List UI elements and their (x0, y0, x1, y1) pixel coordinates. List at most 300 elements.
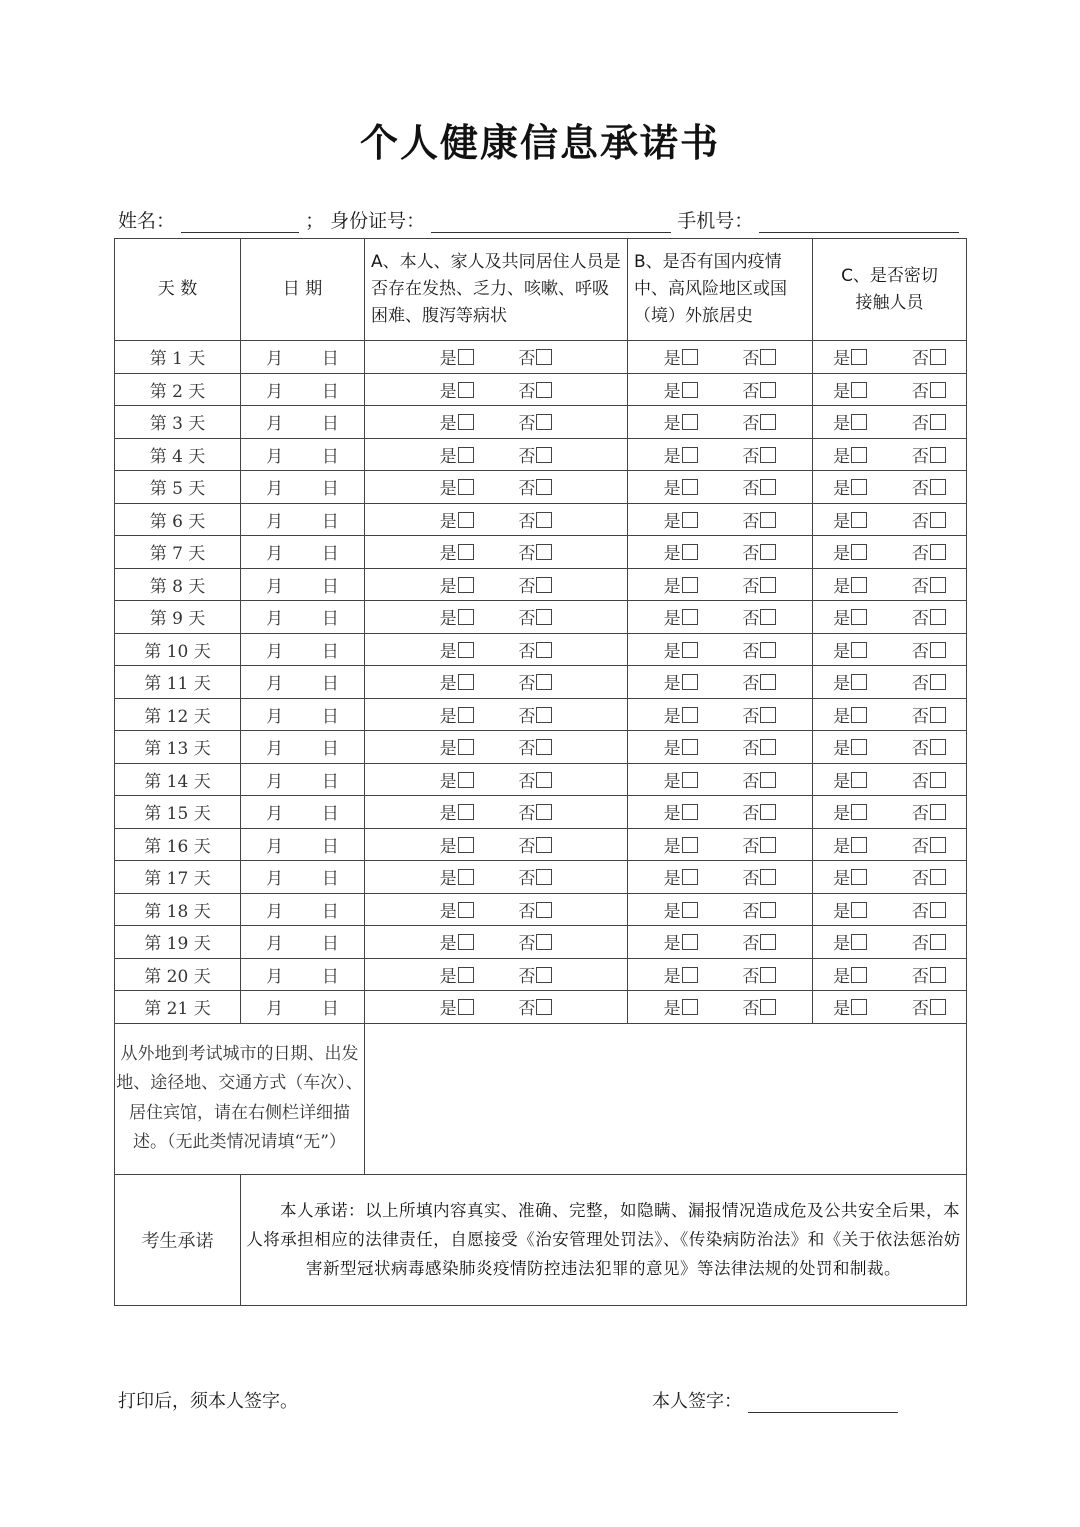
symptoms-yes-checkbox[interactable] (458, 869, 474, 885)
month-label: 月 (266, 479, 284, 500)
no-label: 否 (518, 479, 536, 500)
travel-history-yes-checkbox[interactable] (682, 999, 698, 1015)
day-of-month-label: 日 (321, 836, 339, 857)
no-label: 否 (742, 674, 760, 695)
close-contact-yes-checkbox[interactable] (851, 804, 867, 820)
travel-history-yes-checkbox[interactable] (682, 707, 698, 723)
close-contact-yes-checkbox[interactable] (851, 414, 867, 430)
travel-history-no-checkbox[interactable] (760, 414, 776, 430)
yes-label: 是 (439, 674, 457, 695)
close-contact-no-checkbox[interactable] (930, 414, 946, 430)
close-contact-cell (813, 828, 967, 861)
symptoms-no-checkbox[interactable] (536, 609, 552, 625)
symptoms-yes-checkbox[interactable] (458, 739, 474, 755)
close-contact-no-checkbox[interactable] (930, 739, 946, 755)
symptoms-no-checkbox[interactable] (536, 804, 552, 820)
symptoms-no-checkbox[interactable] (536, 772, 552, 788)
symptoms-yes-checkbox[interactable] (458, 609, 474, 625)
day-of-month-label: 日 (321, 771, 339, 792)
date-cell[interactable] (241, 341, 365, 374)
close-contact-yes-checkbox[interactable] (851, 902, 867, 918)
close-contact-yes-checkbox[interactable] (851, 609, 867, 625)
travel-history-yes-checkbox[interactable] (682, 544, 698, 560)
close-contact-yes-checkbox[interactable] (851, 382, 867, 398)
close-contact-cell (813, 796, 967, 829)
close-contact-no-checkbox[interactable] (930, 544, 946, 560)
document-title: 个人健康信息承诺书 (359, 120, 720, 165)
date-cell[interactable] (241, 893, 365, 926)
symptoms-yes-checkbox[interactable] (458, 577, 474, 593)
day-of-month-label: 日 (321, 934, 339, 955)
travel-history-cell (628, 861, 813, 894)
symptoms-no-checkbox[interactable] (536, 349, 552, 365)
yes-label: 是 (663, 771, 681, 792)
travel-history-cell (628, 536, 813, 569)
symptoms-no-checkbox[interactable] (536, 934, 552, 950)
no-label: 否 (742, 836, 760, 857)
no-label: 否 (518, 901, 536, 922)
no-label: 否 (518, 511, 536, 532)
table-row (115, 438, 967, 471)
header-date: 日 期 (241, 239, 365, 341)
id-number-field[interactable] (431, 210, 671, 233)
date-cell[interactable] (241, 503, 365, 536)
travel-history-cell (628, 763, 813, 796)
symptoms-yes-checkbox[interactable] (458, 642, 474, 658)
no-label: 否 (518, 381, 536, 402)
yes-label: 是 (439, 479, 457, 500)
date-cell[interactable] (241, 796, 365, 829)
date-cell[interactable] (241, 406, 365, 439)
signature-line (652, 1387, 898, 1413)
travel-history-cell (628, 731, 813, 764)
date-cell[interactable] (241, 991, 365, 1024)
yes-label: 是 (833, 836, 851, 857)
close-contact-yes-checkbox[interactable] (851, 869, 867, 885)
table-row (115, 763, 967, 796)
travel-history-yes-checkbox[interactable] (682, 804, 698, 820)
no-label: 否 (911, 414, 929, 435)
date-cell[interactable] (241, 536, 365, 569)
travel-history-yes-checkbox[interactable] (682, 414, 698, 430)
table-header-row (115, 239, 967, 341)
no-label: 否 (742, 869, 760, 890)
travel-history-yes-checkbox[interactable] (682, 382, 698, 398)
yes-label: 是 (833, 771, 851, 792)
symptoms-no-checkbox[interactable] (536, 902, 552, 918)
close-contact-cell (813, 568, 967, 601)
close-contact-yes-checkbox[interactable] (851, 674, 867, 690)
no-label: 否 (742, 544, 760, 565)
symptoms-cell (365, 438, 628, 471)
travel-history-no-checkbox[interactable] (760, 772, 776, 788)
close-contact-yes-checkbox[interactable] (851, 512, 867, 528)
travel-history-no-checkbox[interactable] (760, 869, 776, 885)
travel-history-cell (628, 958, 813, 991)
close-contact-yes-checkbox[interactable] (851, 999, 867, 1015)
close-contact-no-checkbox[interactable] (930, 772, 946, 788)
day-of-month-label: 日 (321, 479, 339, 500)
symptoms-no-checkbox[interactable] (536, 479, 552, 495)
symptoms-yes-checkbox[interactable] (458, 707, 474, 723)
close-contact-no-checkbox[interactable] (930, 804, 946, 820)
yes-label: 是 (833, 674, 851, 695)
date-cell[interactable] (241, 438, 365, 471)
symptoms-yes-checkbox[interactable] (458, 772, 474, 788)
symptoms-no-checkbox[interactable] (536, 837, 552, 853)
travel-history-yes-checkbox[interactable] (682, 967, 698, 983)
no-label: 否 (518, 836, 536, 857)
no-label: 否 (518, 446, 536, 467)
close-contact-no-checkbox[interactable] (930, 869, 946, 885)
close-contact-no-checkbox[interactable] (930, 902, 946, 918)
no-label: 否 (742, 934, 760, 955)
travel-history-no-checkbox[interactable] (760, 447, 776, 463)
date-cell[interactable] (241, 828, 365, 861)
no-label: 否 (911, 381, 929, 402)
travel-history-yes-checkbox[interactable] (682, 349, 698, 365)
travel-history-yes-checkbox[interactable] (682, 869, 698, 885)
close-contact-yes-checkbox[interactable] (851, 707, 867, 723)
close-contact-no-checkbox[interactable] (930, 642, 946, 658)
yes-label: 是 (439, 739, 457, 760)
day-of-month-label: 日 (321, 609, 339, 630)
no-label: 否 (911, 479, 929, 500)
travel-history-cell (628, 666, 813, 699)
date-cell[interactable] (241, 568, 365, 601)
signature-label: 本人签字： (652, 1391, 742, 1412)
close-contact-yes-checkbox[interactable] (851, 772, 867, 788)
close-contact-yes-checkbox[interactable] (851, 642, 867, 658)
symptoms-cell (365, 666, 628, 699)
symptoms-cell (365, 828, 628, 861)
no-label: 否 (518, 804, 536, 825)
yes-label: 是 (663, 901, 681, 922)
day-of-month-label: 日 (321, 349, 339, 370)
close-contact-yes-checkbox[interactable] (851, 967, 867, 983)
travel-history-yes-checkbox[interactable] (682, 447, 698, 463)
travel-history-yes-checkbox[interactable] (682, 902, 698, 918)
date-cell[interactable] (241, 698, 365, 731)
travel-history-yes-checkbox[interactable] (682, 642, 698, 658)
no-label: 否 (518, 999, 536, 1020)
close-contact-no-checkbox[interactable] (930, 999, 946, 1015)
symptoms-yes-checkbox[interactable] (458, 804, 474, 820)
no-label: 否 (742, 901, 760, 922)
yes-label: 是 (663, 641, 681, 662)
travel-history-no-checkbox[interactable] (760, 837, 776, 853)
yes-label: 是 (833, 869, 851, 890)
day-label: 第 1 天 (115, 341, 241, 374)
no-label: 否 (742, 641, 760, 662)
no-label: 否 (518, 544, 536, 565)
yes-label: 是 (439, 934, 457, 955)
travel-history-cell (628, 991, 813, 1024)
close-contact-cell (813, 991, 967, 1024)
close-contact-yes-checkbox[interactable] (851, 934, 867, 950)
month-label: 月 (266, 771, 284, 792)
travel-history-yes-checkbox[interactable] (682, 837, 698, 853)
symptoms-yes-checkbox[interactable] (458, 447, 474, 463)
close-contact-cell (813, 601, 967, 634)
no-label: 否 (742, 381, 760, 402)
travel-history-yes-checkbox[interactable] (682, 609, 698, 625)
close-contact-cell (813, 763, 967, 796)
yes-label: 是 (833, 641, 851, 662)
day-of-month-label: 日 (321, 869, 339, 890)
travel-history-yes-checkbox[interactable] (682, 772, 698, 788)
travel-history-no-checkbox[interactable] (760, 967, 776, 983)
symptoms-yes-checkbox[interactable] (458, 512, 474, 528)
symptoms-cell (365, 568, 628, 601)
travel-history-cell (628, 926, 813, 959)
close-contact-yes-checkbox[interactable] (851, 739, 867, 755)
table-row (115, 471, 967, 504)
close-contact-yes-checkbox[interactable] (851, 479, 867, 495)
travel-history-cell (628, 471, 813, 504)
day-label: 第 15 天 (115, 796, 241, 829)
close-contact-no-checkbox[interactable] (930, 837, 946, 853)
travel-history-yes-checkbox[interactable] (682, 512, 698, 528)
no-label: 否 (742, 446, 760, 467)
travel-history-yes-checkbox[interactable] (682, 739, 698, 755)
symptoms-no-checkbox[interactable] (536, 967, 552, 983)
day-label: 第 12 天 (115, 698, 241, 731)
day-of-month-label: 日 (321, 999, 339, 1020)
close-contact-no-checkbox[interactable] (930, 674, 946, 690)
day-label: 第 18 天 (115, 893, 241, 926)
travel-history-cell (628, 633, 813, 666)
yes-label: 是 (663, 674, 681, 695)
travel-history-no-checkbox[interactable] (760, 934, 776, 950)
travel-history-no-checkbox[interactable] (760, 642, 776, 658)
symptoms-no-checkbox[interactable] (536, 739, 552, 755)
symptoms-cell (365, 633, 628, 666)
close-contact-no-checkbox[interactable] (930, 349, 946, 365)
no-label: 否 (742, 349, 760, 370)
yes-label: 是 (439, 901, 457, 922)
symptoms-no-checkbox[interactable] (536, 382, 552, 398)
travel-history-no-checkbox[interactable] (760, 577, 776, 593)
name-field[interactable] (181, 210, 299, 233)
date-cell[interactable] (241, 601, 365, 634)
close-contact-yes-checkbox[interactable] (851, 837, 867, 853)
no-label: 否 (911, 836, 929, 857)
symptoms-yes-checkbox[interactable] (458, 382, 474, 398)
yes-label: 是 (833, 414, 851, 435)
travel-history-no-checkbox[interactable] (760, 544, 776, 560)
date-cell[interactable] (241, 633, 365, 666)
close-contact-no-checkbox[interactable] (930, 577, 946, 593)
travel-history-yes-checkbox[interactable] (682, 674, 698, 690)
travel-history-yes-checkbox[interactable] (682, 934, 698, 950)
close-contact-yes-checkbox[interactable] (851, 349, 867, 365)
symptoms-yes-checkbox[interactable] (458, 837, 474, 853)
travel-history-cell (628, 406, 813, 439)
no-label: 否 (911, 544, 929, 565)
symptoms-yes-checkbox[interactable] (458, 999, 474, 1015)
symptoms-yes-checkbox[interactable] (458, 902, 474, 918)
symptoms-no-checkbox[interactable] (536, 447, 552, 463)
close-contact-cell (813, 373, 967, 406)
travel-history-no-checkbox[interactable] (760, 382, 776, 398)
no-label: 否 (911, 999, 929, 1020)
travel-history-no-checkbox[interactable] (760, 512, 776, 528)
month-label: 月 (266, 966, 284, 987)
signature-field[interactable] (748, 1394, 898, 1413)
symptoms-yes-checkbox[interactable] (458, 934, 474, 950)
name-label: 姓名： (118, 210, 176, 232)
close-contact-cell (813, 926, 967, 959)
yes-label: 是 (663, 804, 681, 825)
symptoms-yes-checkbox[interactable] (458, 674, 474, 690)
close-contact-no-checkbox[interactable] (930, 479, 946, 495)
month-label: 月 (266, 706, 284, 727)
date-cell[interactable] (241, 958, 365, 991)
symptoms-cell (365, 861, 628, 894)
symptoms-yes-checkbox[interactable] (458, 479, 474, 495)
close-contact-cell (813, 893, 967, 926)
month-label: 月 (266, 446, 284, 467)
symptoms-no-checkbox[interactable] (536, 642, 552, 658)
day-label: 第 7 天 (115, 536, 241, 569)
yes-label: 是 (663, 706, 681, 727)
no-label: 否 (742, 739, 760, 760)
close-contact-yes-checkbox[interactable] (851, 447, 867, 463)
no-label: 否 (518, 966, 536, 987)
symptoms-no-checkbox[interactable] (536, 414, 552, 430)
table-row (115, 991, 967, 1024)
close-contact-yes-checkbox[interactable] (851, 577, 867, 593)
day-label: 第 2 天 (115, 373, 241, 406)
month-label: 月 (266, 901, 284, 922)
close-contact-no-checkbox[interactable] (930, 512, 946, 528)
symptoms-yes-checkbox[interactable] (458, 544, 474, 560)
date-cell[interactable] (241, 471, 365, 504)
table-row (115, 958, 967, 991)
travel-history-cell (628, 698, 813, 731)
symptoms-no-checkbox[interactable] (536, 512, 552, 528)
symptoms-cell (365, 796, 628, 829)
no-label: 否 (742, 414, 760, 435)
id-label: 身份证号： (330, 210, 426, 232)
symptoms-no-checkbox[interactable] (536, 707, 552, 723)
symptoms-yes-checkbox[interactable] (458, 414, 474, 430)
close-contact-yes-checkbox[interactable] (851, 544, 867, 560)
symptoms-no-checkbox[interactable] (536, 577, 552, 593)
date-cell[interactable] (241, 731, 365, 764)
date-cell[interactable] (241, 861, 365, 894)
close-contact-no-checkbox[interactable] (930, 447, 946, 463)
travel-history-yes-checkbox[interactable] (682, 577, 698, 593)
close-contact-cell (813, 471, 967, 504)
travel-history-no-checkbox[interactable] (760, 804, 776, 820)
close-contact-no-checkbox[interactable] (930, 707, 946, 723)
day-of-month-label: 日 (321, 446, 339, 467)
close-contact-no-checkbox[interactable] (930, 934, 946, 950)
no-label: 否 (518, 641, 536, 662)
travel-description-field[interactable] (365, 1023, 967, 1174)
yes-label: 是 (833, 999, 851, 1020)
date-cell[interactable] (241, 926, 365, 959)
yes-label: 是 (663, 934, 681, 955)
table-row (115, 373, 967, 406)
yes-label: 是 (833, 446, 851, 467)
close-contact-cell (813, 633, 967, 666)
symptoms-cell (365, 698, 628, 731)
travel-history-no-checkbox[interactable] (760, 674, 776, 690)
yes-label: 是 (833, 381, 851, 402)
day-label: 第 5 天 (115, 471, 241, 504)
yes-label: 是 (833, 544, 851, 565)
close-contact-no-checkbox[interactable] (930, 382, 946, 398)
table-row (115, 828, 967, 861)
travel-history-no-checkbox[interactable] (760, 739, 776, 755)
symptoms-no-checkbox[interactable] (536, 674, 552, 690)
travel-history-no-checkbox[interactable] (760, 902, 776, 918)
table-row (115, 601, 967, 634)
day-of-month-label: 日 (321, 901, 339, 922)
symptoms-no-checkbox[interactable] (536, 999, 552, 1015)
close-contact-no-checkbox[interactable] (930, 967, 946, 983)
travel-history-yes-checkbox[interactable] (682, 479, 698, 495)
no-label: 否 (518, 609, 536, 630)
day-label: 第 16 天 (115, 828, 241, 861)
date-cell[interactable] (241, 373, 365, 406)
day-of-month-label: 日 (321, 414, 339, 435)
no-label: 否 (518, 869, 536, 890)
date-cell[interactable] (241, 763, 365, 796)
travel-history-cell (628, 341, 813, 374)
symptoms-no-checkbox[interactable] (536, 869, 552, 885)
travel-history-no-checkbox[interactable] (760, 707, 776, 723)
close-contact-cell (813, 438, 967, 471)
travel-history-no-checkbox[interactable] (760, 479, 776, 495)
symptoms-no-checkbox[interactable] (536, 544, 552, 560)
symptoms-yes-checkbox[interactable] (458, 967, 474, 983)
no-label: 否 (911, 576, 929, 597)
symptoms-cell (365, 471, 628, 504)
day-of-month-label: 日 (321, 966, 339, 987)
no-label: 否 (911, 446, 929, 467)
travel-history-cell (628, 373, 813, 406)
close-contact-cell (813, 666, 967, 699)
no-label: 否 (518, 771, 536, 792)
yes-label: 是 (663, 511, 681, 532)
symptoms-cell (365, 958, 628, 991)
close-contact-cell (813, 698, 967, 731)
no-label: 否 (911, 609, 929, 630)
travel-history-no-checkbox[interactable] (760, 609, 776, 625)
travel-history-no-checkbox[interactable] (760, 999, 776, 1015)
close-contact-cell (813, 861, 967, 894)
no-label: 否 (911, 934, 929, 955)
print-note: 打印后，须本人签字。 (118, 1391, 298, 1412)
symptoms-cell (365, 373, 628, 406)
day-of-month-label: 日 (321, 576, 339, 597)
date-cell[interactable] (241, 666, 365, 699)
travel-history-no-checkbox[interactable] (760, 349, 776, 365)
yes-label: 是 (439, 609, 457, 630)
close-contact-no-checkbox[interactable] (930, 609, 946, 625)
table-row (115, 503, 967, 536)
phone-field[interactable] (759, 210, 959, 233)
close-contact-cell (813, 503, 967, 536)
close-contact-cell (813, 341, 967, 374)
no-label: 否 (911, 804, 929, 825)
close-contact-cell (813, 406, 967, 439)
symptoms-yes-checkbox[interactable] (458, 349, 474, 365)
